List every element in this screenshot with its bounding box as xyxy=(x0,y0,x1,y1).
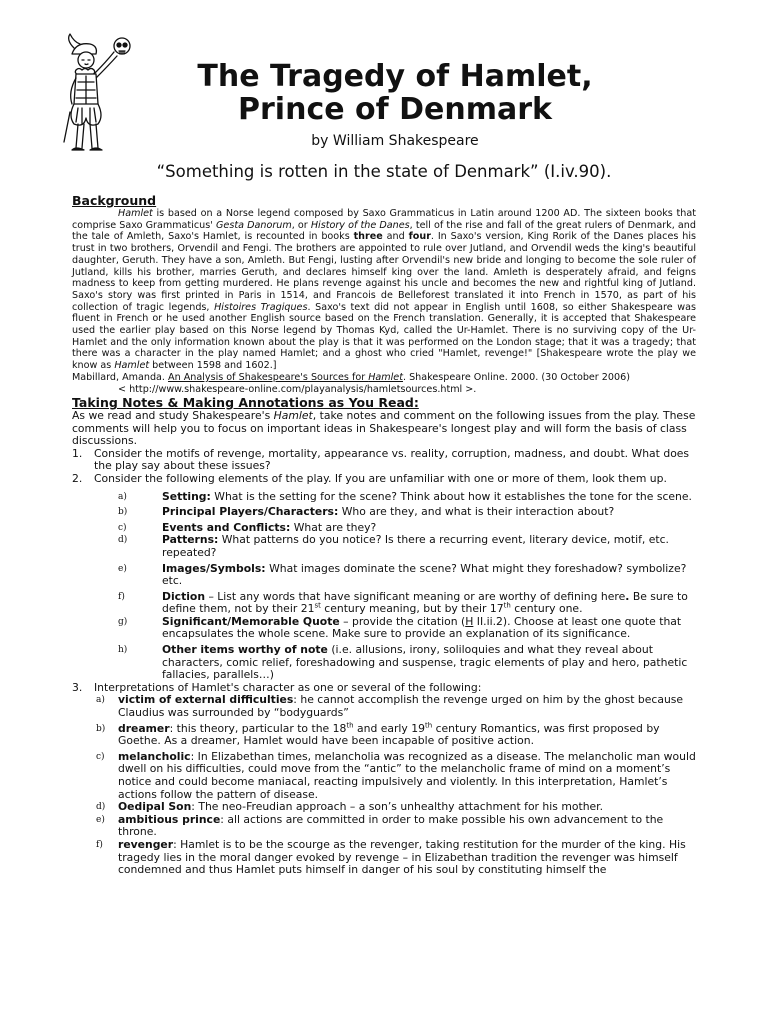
document-title: The Tragedy of Hamlet, Prince of Denmark xyxy=(197,59,593,127)
citation-url: < http://www.shakespeare-online.com/playanalysis/hamletsources.html >. xyxy=(118,383,477,395)
interp-dreamer: b) dreamer: this theory, particular to the 18th and early 19th century Romantics, was first proposed by Goethe. As a dreamer, Hamlet would have been incapable of positive action. xyxy=(96,721,660,748)
element-quote: g) Significant/Memorable Quote – provide the citation (H II.ii.2). Choose at least one quote that encapsulates the whole scene. Make sure to provide an explanation of its significance. xyxy=(118,614,682,641)
notes-intro: As we read and study Shakespeare's Hamlet, take notes and comment on the following issues from the play. These comments will help you to focus on important ideas in Shakespeare's longest play and will form the basis of class discussions. xyxy=(72,409,696,448)
element-images: e) Images/Symbols: What images dominate the scene? What might they foreshadow? symbolize? etc. xyxy=(118,561,687,588)
author-byline: by William Shakespeare xyxy=(311,133,479,149)
interp-melancholic: c) melancholic: In Elizabethan times, melancholia was recognized as a disease. The melancholic man would dwell on his difficulties, could move from the “antic” to the melancholic frame of mind on a moment’s notice and could become maniacal, reacting impulsively and violently. In this interpretation, Hamlet’s actions follow the pattern of disease. xyxy=(96,749,696,801)
interp-revenger: f) revenger: Hamlet is to be the scourge as the revenger, taking restitution for the murder of the king. His tragedy lies in the moral danger evoked by revenge – in Elizabethan tradition the revenger was himself condemned and thus Hamlet puts himself in danger of his soul by constituting himself the xyxy=(96,837,686,877)
element-other: h) Other items worthy of note (i.e. allusions, irony, soliloquies and what they reveal about characters, comic relief, foreshadowing and suspense, tragic elements of play and hero, pathetic fallacies, parallels…) xyxy=(118,643,688,682)
background-heading: Background xyxy=(72,193,157,208)
list-item-interpretations: 3. Interpretations of Hamlet's character as one or several of the following: xyxy=(72,680,482,694)
source-citation: Mabillard, Amanda. An Analysis of Shakespeare's Sources for Hamlet. Shakespeare Online. 2000. (30 October 2006) xyxy=(72,371,630,383)
element-diction: f) Diction – List any words that have significant meaning or are worthy of defining here. Be sure to define them, not by their 21st century meaning, but by their 17th century one. xyxy=(118,589,688,616)
hamlet-skull-clipart xyxy=(62,32,142,160)
element-setting: a) Setting: What is the setting for the scene? Think about how it establishes the tone for the scene. xyxy=(118,489,692,503)
document-body xyxy=(72,193,696,877)
element-events: c) Events and Conflicts: What are they? xyxy=(118,520,377,534)
element-patterns: d) Patterns: What patterns do you notice? Is there a recurring event, literary device, motif, etc. repeated? xyxy=(118,533,669,559)
list-item-elements: 2. Consider the following elements of the play. If you are unfamiliar with one or more of them, look them up. xyxy=(72,471,667,485)
interp-oedipal: d) Oedipal Son: The neo-Freudian approach – a son’s unhealthy attachment for his mother. xyxy=(96,800,604,814)
notes-heading: Taking Notes & Making Annotations as You Read: xyxy=(72,395,419,411)
interp-victim: a) victim of external difficulties: he cannot accomplish the revenge urged on him by the ghost because Claudius was surrounded by “bodyguards” xyxy=(96,693,684,720)
element-players: b) Principal Players/Characters: Who are they, and what is their interaction about? xyxy=(118,505,615,519)
interp-ambitious: e) ambitious prince: all actions are committed in order to make possible his own advancement to the throne. xyxy=(96,812,664,839)
list-item-motifs: 1. Consider the motifs of revenge, mortality, appearance vs. reality, corruption, madness, and doubt. What does the play say about these issues? xyxy=(72,446,690,473)
background-paragraph: Hamlet is based on a Norse legend composed by Saxo Grammaticus in Latin around 1200 AD. The sixteen books that comprise Saxo Grammaticus' Gesta Danorum, or History of the Danes, tell of the rise and fall of the great rulers of Denmark, and the tale of Amleth, Saxo's Hamlet, is recounted in books three and four. In Saxo's version, King Rorik of the Danes places his trust in two brothers, Orvendil and Fengi. The brothers are appointed to rule over Jutland, and Orvendil weds the king's beautiful daughter, Geruth. They have a son, Amleth. But Fengi, lusting after Orvendil's new bride and longing to become the sole ruler of Jutland, kills his brother, marries Geruth, and declares himself king over the land. Amleth is desperately afraid, and feigns madness to keep from getting murdered. He plans revenge against his uncle and becomes the new and rightful king of Jutland. Saxo's story was first printed in Paris in 1514, and Francois de Belleforest translated it into French in 1570, as part of his collection of tragic legends, Histoires Tragiques. Saxo's text did not appear in English until 1608, so either Shakespeare was fluent in French or he used another English source based on the French translation. Generally, it is accepted that Shakespeare used the earlier play based on this Norse legend by Thomas Kyd, called the Ur-Hamlet. There is no surviving copy of the Ur-Hamlet and the only information known about the play is that it was performed on the London stage; that it was a tragedy; that there was a character in the play named Hamlet; and a ghost who cried "Hamlet, revenge!" [Shakespeare wrote the play we know as Hamlet between 1598 and 1602.] xyxy=(72,208,697,372)
epigraph-quote: “Something is rotten in the state of Denmark” (I.iv.90). xyxy=(156,162,612,181)
